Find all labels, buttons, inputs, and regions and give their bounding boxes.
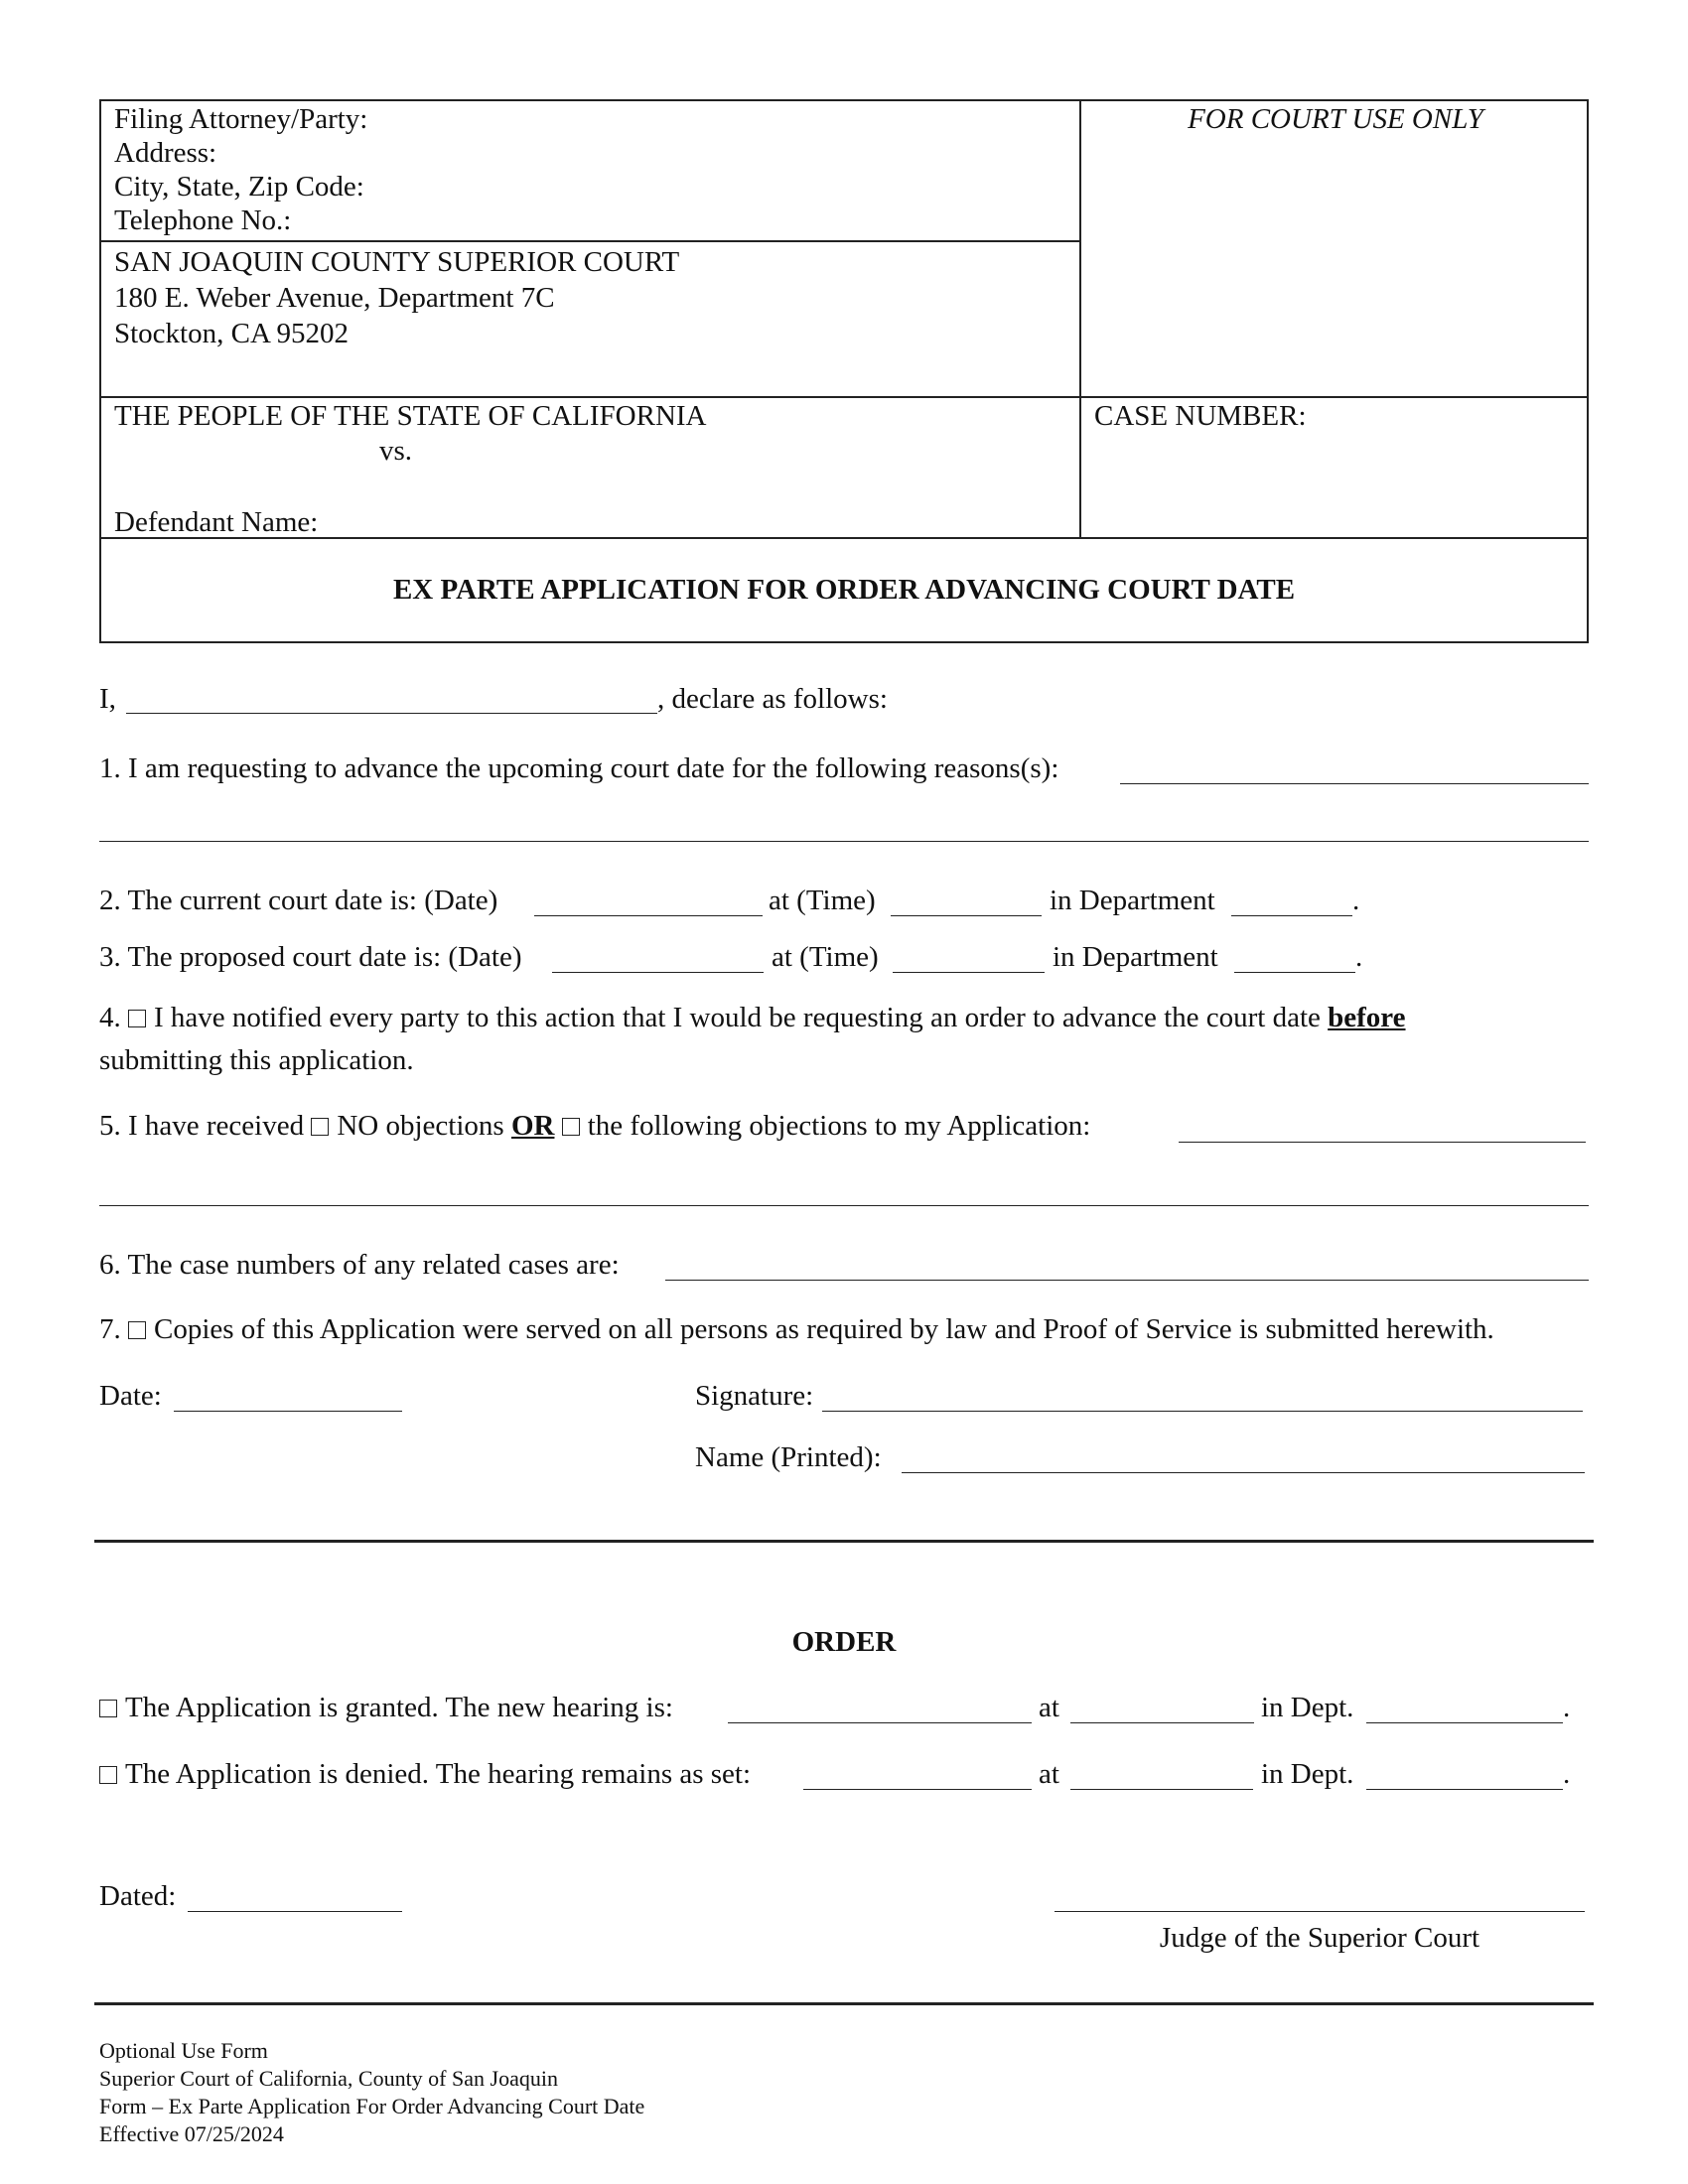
item-3-at-time: at (Time) xyxy=(772,941,879,973)
court-use-label: FOR COURT USE ONLY xyxy=(1188,103,1483,135)
plaintiff-name: THE PEOPLE OF THE STATE OF CALIFORNIA xyxy=(114,400,707,432)
attorney-line: Filing Attorney/Party: xyxy=(114,103,368,135)
item-4-checkbox[interactable] xyxy=(128,1010,146,1027)
order-heading: ORDER xyxy=(791,1626,897,1658)
item-4-emphasis: before xyxy=(1328,1002,1406,1033)
item-7-text: Copies of this Application were served on all persons as required by law and Proof of Service is submitted herewith. xyxy=(154,1313,1494,1345)
no-objections-checkbox[interactable] xyxy=(311,1118,329,1136)
caption-divider-title xyxy=(99,537,1589,539)
item-3-in-department: in Department xyxy=(1053,941,1218,973)
granted-period: . xyxy=(1563,1692,1571,1723)
new-hearing-dept-field[interactable] xyxy=(1366,1722,1563,1723)
date-field[interactable] xyxy=(174,1411,402,1412)
proposed-date-field[interactable] xyxy=(552,972,764,973)
item-7-checkbox[interactable] xyxy=(128,1321,146,1339)
item-4-line-2: submitting this application. xyxy=(99,1044,414,1076)
name-printed-field[interactable] xyxy=(902,1472,1585,1473)
versus-label: vs. xyxy=(379,435,413,467)
case-number-label: CASE NUMBER: xyxy=(1094,400,1307,432)
signature-field[interactable] xyxy=(822,1411,1583,1412)
footer-court: Superior Court of California, County of San Joaquin xyxy=(99,2066,558,2091)
footer-optional-use: Optional Use Form xyxy=(99,2038,268,2063)
or-label: OR xyxy=(510,1110,555,1142)
denied-in-dept: in Dept. xyxy=(1261,1758,1354,1790)
objections-field-line-2[interactable] xyxy=(99,1205,1589,1206)
address-line: Address: xyxy=(114,137,217,169)
item-4 xyxy=(99,1001,1406,1034)
item-6-text: 6. The case numbers of any related cases are: xyxy=(99,1249,620,1281)
granted-text: The Application is granted. The new hearing is: xyxy=(125,1692,673,1723)
item-2-at-time: at (Time) xyxy=(769,885,876,916)
footer-divider xyxy=(94,2002,1594,2005)
current-department-field[interactable] xyxy=(1231,915,1352,916)
granted-at: at xyxy=(1039,1692,1059,1723)
new-hearing-date-field[interactable] xyxy=(728,1722,1032,1723)
declare-suffix: , declare as follows: xyxy=(657,683,888,715)
new-hearing-time-field[interactable] xyxy=(1070,1722,1254,1723)
objections-label: the following objections to my Application: xyxy=(587,1110,1091,1142)
objections-checkbox[interactable] xyxy=(562,1118,580,1136)
existing-hearing-time-field[interactable] xyxy=(1070,1789,1253,1790)
denied-text: The Application is denied. The hearing remains as set: xyxy=(125,1758,752,1790)
court-address: 180 E. Weber Avenue, Department 7C xyxy=(114,282,555,314)
caption-divider-vertical xyxy=(1079,99,1081,538)
declarant-label: I, xyxy=(99,683,116,715)
item-2-period: . xyxy=(1352,885,1360,916)
attorney-info xyxy=(114,102,367,237)
item-7 xyxy=(99,1312,1494,1346)
item-5 xyxy=(99,1109,1090,1143)
item-5-prefix: 5. I have received xyxy=(99,1110,305,1142)
item-3-period: . xyxy=(1355,941,1363,973)
section-divider xyxy=(94,1540,1594,1543)
city-state-zip-line: City, State, Zip Code: xyxy=(114,171,364,203)
footer-effective-date: Effective 07/25/2024 xyxy=(99,2121,284,2146)
caption-divider-attorney xyxy=(99,240,1080,242)
signature-label: Signature: xyxy=(695,1380,814,1412)
no-objections-label: NO objections xyxy=(337,1110,504,1142)
granted-in-dept: in Dept. xyxy=(1261,1692,1354,1723)
reasons-field-line-1[interactable] xyxy=(1120,783,1589,784)
item-7-number: 7. xyxy=(99,1313,121,1345)
telephone-line: Telephone No.: xyxy=(114,205,292,236)
existing-hearing-dept-field[interactable] xyxy=(1366,1789,1563,1790)
footer xyxy=(99,2037,644,2148)
denied-period: . xyxy=(1563,1758,1571,1790)
defendant-name-label: Defendant Name: xyxy=(114,506,319,538)
existing-hearing-date-field[interactable] xyxy=(803,1789,1032,1790)
court-name: SAN JOAQUIN COUNTY SUPERIOR COURT xyxy=(114,246,680,278)
granted-checkbox[interactable] xyxy=(99,1700,117,1717)
court-info xyxy=(114,244,679,351)
caption-divider-parties xyxy=(99,396,1589,398)
item-3-text: 3. The proposed court date is: (Date) xyxy=(99,941,522,973)
current-time-field[interactable] xyxy=(891,915,1042,916)
item-4-number: 4. xyxy=(99,1002,121,1033)
item-4-text: I have notified every party to this action that I would be requesting an order to advance the court date xyxy=(154,1002,1321,1033)
granted-row xyxy=(99,1691,673,1724)
denied-row xyxy=(99,1757,751,1791)
objections-field-line-1[interactable] xyxy=(1179,1142,1586,1143)
dated-label: Dated: xyxy=(99,1880,177,1912)
denied-checkbox[interactable] xyxy=(99,1766,117,1784)
judge-label: Judge of the Superior Court xyxy=(1159,1922,1480,1954)
court-city: Stockton, CA 95202 xyxy=(114,318,350,349)
item-2-in-department: in Department xyxy=(1050,885,1215,916)
item-2-text: 2. The current court date is: (Date) xyxy=(99,885,498,916)
footer-form-name: Form – Ex Parte Application For Order Advancing Court Date xyxy=(99,2094,645,2118)
item-1-text: 1. I am requesting to advance the upcoming court date for the following reasons(s): xyxy=(99,752,1059,784)
name-printed-label: Name (Printed): xyxy=(695,1441,882,1473)
declarant-name-field[interactable] xyxy=(126,713,657,714)
denied-at: at xyxy=(1039,1758,1059,1790)
reasons-field-line-2[interactable] xyxy=(99,841,1589,842)
date-label: Date: xyxy=(99,1380,162,1412)
proposed-department-field[interactable] xyxy=(1234,972,1355,973)
current-date-field[interactable] xyxy=(534,915,763,916)
form-title: EX PARTE APPLICATION FOR ORDER ADVANCING COURT DATE xyxy=(392,574,1296,606)
related-cases-field[interactable] xyxy=(665,1280,1589,1281)
dated-field[interactable] xyxy=(188,1911,402,1912)
judge-signature-line[interactable] xyxy=(1055,1911,1585,1912)
proposed-time-field[interactable] xyxy=(893,972,1045,973)
